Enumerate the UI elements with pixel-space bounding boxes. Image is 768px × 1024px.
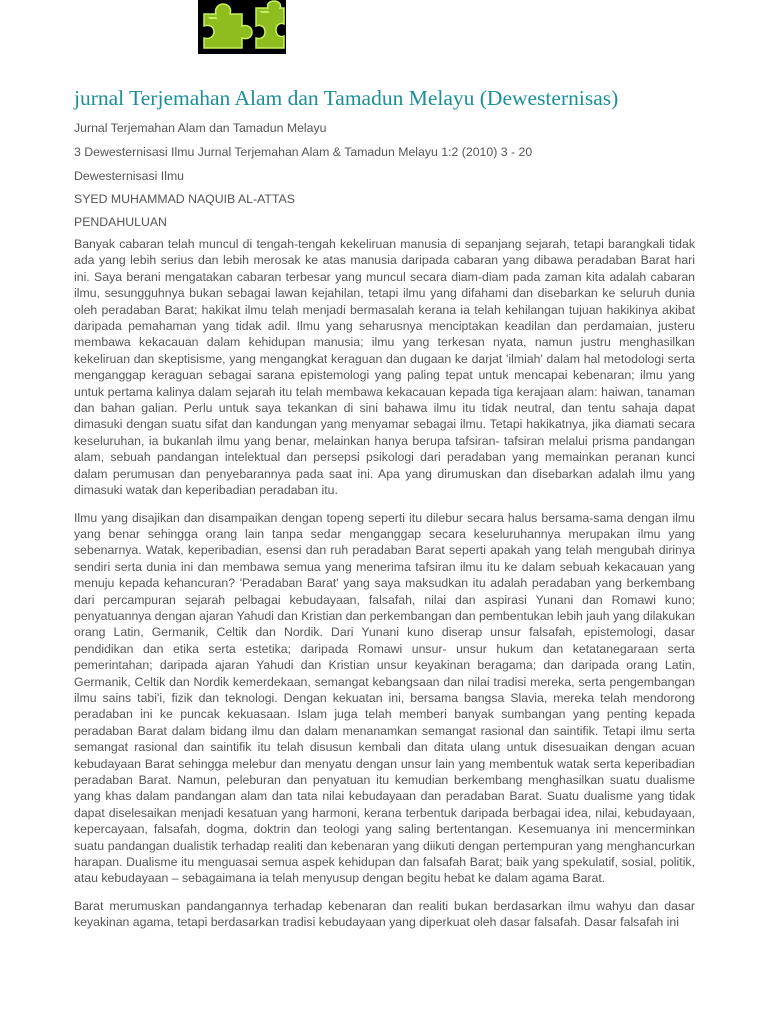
journal-name: Jurnal Terjemahan Alam dan Tamadun Melayu: [74, 121, 327, 135]
article-body: [74, 236, 695, 1024]
article-title: Dewesternisasi Ilmu: [74, 169, 185, 183]
body-paragraph: Ilmu yang disajikan dan disampaikan dengan topeng seperti itu dilebur secara halus bersama-sama dengan ilmu yang benar sehingga orang lain tanpa sedar menganggap secara keseluruhannya merupakan ilmu yang sebenarnya. Watak, keperibadian, esensi dan ruh peradaban Barat seperti apakah yang telah mengubah dirinya sendiri serta dunia ini dan membawa semua yang menerima tafsiran ilmu itu ke dalam sebuah kekacauan yang menuju kepada kehancuran? 'Peradaban Barat' yang saya maksudkan itu adalah peradaban yang berkembang dari percampuran sejarah pelbagai kebudayaan, falsafah, nilai dan aspirasi Yunani dan Romawi kuno; penyatuannya dengan ajaran Yahudi dan Kristian dan perkembangan dan pembentukan lebih jauh yang dilakukan orang Latin, Germanik, Celtik dan Nordik. Dari Yunani kuno diserap unsur falsafah, epistemologi, dasar pendidikan dan etika serta estetika; daripada Romawi unsur- unsur hukum dan ketatanegaraan serta pemerintahan; daripada ajaran Yahudi dan Kristian unsur keyakinan beragama; dan daripada orang Latin, Germanik, Celtik dan Nordik kemerdekaan, semangat kebangsaan dan nilai tradisi mereka, serta pengembangan ilmu sains tabi'i, fizik dan teknologi. Dengan kekuatan ini, bersama bangsa Slavia, mereka telah mendorong peradaban ini ke puncak kekuasaan. Islam juga telah memberi banyak sumbangan yang penting kepada peradaban Barat dalam bidang ilmu dan dalam menanamkan semangat rasional dan saintifik. Tetapi ilmu serta semangat rasional dan saintifik itu telah disusun kembali dan ditata ulang untuk disesuaikan dengan acuan kebudayaan Barat sehingga melebur dan menyatu dengan unsur lain yang membentuk watak serta keperibadian peradaban Barat. Namun, peleburan dan penyatuan itu kemudian berkembang menghasilkan suatu dualisme yang khas dalam pandangan alam dan tata nilai kebudayaan dan peradaban Barat. Suatu dualisme yang tidak dapat diselesaikan menjadi kesatuan yang harmoni, kerana terbentuk daripada berbagai idea, nilai, kebudayaan, kepercayaan, falsafah, dogma, doktrin dan teologi yang saling bertentangan. Kesemuanya ini mencerminkan suatu pandangan dualistik terhadap realiti dan kebenaran yang diikuti dengan pertempuran yang menghancurkan harapan. Dualisme itu menguasai semua aspek kehidupan dan falsafah Barat; baik yang spekulatif, sosial, politik, atau kebudayaan – sebagaimana ia telah menyusup dengan begitu hebat ke dalam agama Barat.: [74, 510, 695, 886]
puzzle-piece-right-icon: [256, 1, 284, 48]
citation-line: 3 Dewesternisasi Ilmu Jurnal Terjemahan Alam & Tamadun Melayu 1:2 (2010) 3 - 20: [74, 145, 533, 159]
document-title: jurnal Terjemahan Alam dan Tamadun Melayu (Dewesternisas): [74, 86, 619, 110]
body-paragraph: Banyak cabaran telah muncul di tengah-tengah kekeliruan manusia di sepanjang sejarah, tetapi barangkali tidak ada yang lebih serius dan lebih merosak ke atas manusia daripada cabaran yang dibawa peradaban Barat hari ini. Saya berani mengatakan cabaran terbesar yang muncul secara diam-diam pada zaman kita adalah cabaran ilmu, sesungguhnya bukan sebagai lawan kejahilan, tetapi ilmu yang difahami dan disebarkan ke seluruh dunia oleh peradaban Barat; hakikat ilmu telah menjadi bermasalah kerana ia telah kehilangan tujuan hakikinya akibat daripada pemahaman yang tidak adil. Ilmu yang seharusnya menciptakan keadilan dan perdamaian, justeru membawa kekacauan dalam kehidupan manusia; ilmu yang terkesan nyata, namun justru menghasilkan kekeliruan dan skeptisisme, yang mengangkat keraguan dan dugaan ke darjat 'ilmiah' dalam hal metodologi serta menganggap keraguan sebagai sarana epistemologi yang paling tepat untuk mencapai kebenaran; ilmu yang untuk pertama kalinya dalam sejarah itu telah membawa kekacauan kepada tiga kerajaan alam: haiwan, tanaman dan bahan galian. Perlu untuk saya tekankan di sini bahawa ilmu itu tidak neutral, dan tentu sahaja dapat dimasuki dengan suatu sifat dan kandungan yang menyamar sebagai ilmu. Tetapi hakikatnya, jika diamati secara keseluruhan, ia bukanlah ilmu yang benar, melainkan hanya berupa tafsiran- tafsiran melalui prisma pandangan alam, sebuah pandangan intelektual dan persepsi psikologi dari peradaban yang memainkan peranan kunci dalam perumusan dan penyebarannya pada saat ini. Apa yang dirumuskan dan disebarkan adalah ilmu yang dimasuki watak dan keperibadian peradaban itu.: [74, 237, 695, 498]
body-paragraph: Barat merumuskan pandangannya terhadap kebenaran dan realiti bukan berdasarkan ilmu wahyu dan dasar keyakinan agama, tetapi berdasarkan tradisi kebudayaan yang diperkuat oleh dasar falsafah. Dasar falsafah ini: [74, 898, 695, 930]
author-name: SYED MUHAMMAD NAQUIB AL-ATTAS: [74, 192, 295, 206]
puzzle-pieces-icon: [198, 0, 286, 54]
puzzle-piece-left-icon: [204, 4, 252, 48]
section-heading: PENDAHULUAN: [74, 215, 167, 229]
